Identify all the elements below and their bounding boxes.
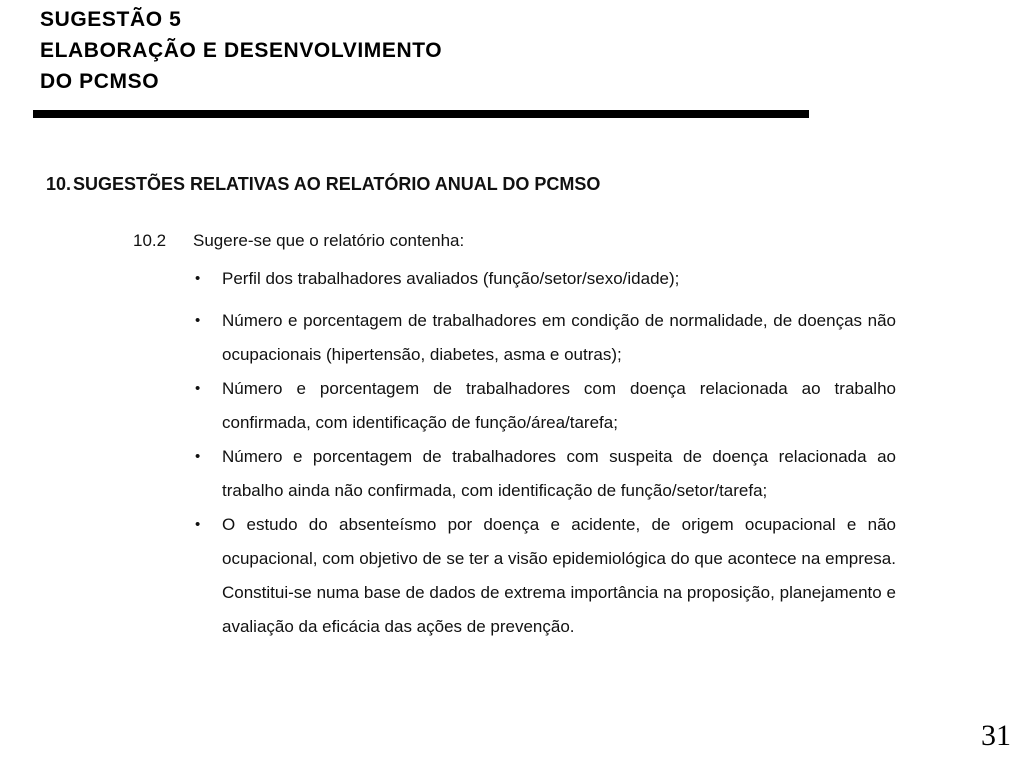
page-number: 31 — [981, 719, 1011, 752]
list-item — [194, 372, 896, 440]
slide-title-line-2: ELABORAÇÃO E DESENVOLVIMENTO — [40, 39, 443, 62]
slide-title-line-1: SUGESTÃO 5 — [40, 8, 182, 31]
subsection-intro — [133, 229, 464, 253]
section-number: 10. — [46, 174, 72, 194]
title-divider — [33, 110, 809, 118]
bullet-icon: • — [195, 312, 201, 329]
bullet-icon: • — [195, 516, 201, 533]
list-item-text: Número e porcentagem de trabalhadores com doença relacionada ao trabalho confirmada, com identificação de função/área/tarefa; — [222, 379, 896, 432]
bullet-list — [194, 262, 896, 644]
list-item-text: O estudo do absenteísmo por doença e acidente, de origem ocupacional e não ocupacional, com objetivo de se ter a visão epidemiológica do que acontece na empresa. Constitui-se numa base de dados de extrema importância na proposição, planejamento e avaliação da eficácia das ações de prevenção. — [222, 515, 896, 636]
list-item — [194, 508, 896, 644]
section-heading — [46, 172, 600, 196]
subsection-intro-text: Sugere-se que o relatório contenha: — [193, 231, 465, 250]
list-item-text: Perfil dos trabalhadores avaliados (função/setor/sexo/idade); — [222, 269, 680, 288]
bullet-icon: • — [195, 380, 201, 397]
list-item — [194, 262, 896, 296]
bullet-icon: • — [195, 270, 201, 287]
list-item — [194, 304, 896, 372]
slide-title — [40, 4, 442, 97]
list-item — [194, 440, 896, 508]
section-title: SUGESTÕES RELATIVAS AO RELATÓRIO ANUAL DO PCMSO — [73, 174, 601, 194]
subsection-number: 10.2 — [133, 231, 167, 250]
list-item-text: Número e porcentagem de trabalhadores em condição de normalidade, de doenças não ocupacionais (hipertensão, diabetes, asma e outras); — [222, 311, 896, 364]
slide-title-line-3: DO PCMSO — [40, 70, 160, 93]
list-item-text: Número e porcentagem de trabalhadores com suspeita de doença relacionada ao trabalho ainda não confirmada, com identificação de função/setor/tarefa; — [222, 447, 896, 500]
bullet-icon: • — [195, 448, 201, 465]
